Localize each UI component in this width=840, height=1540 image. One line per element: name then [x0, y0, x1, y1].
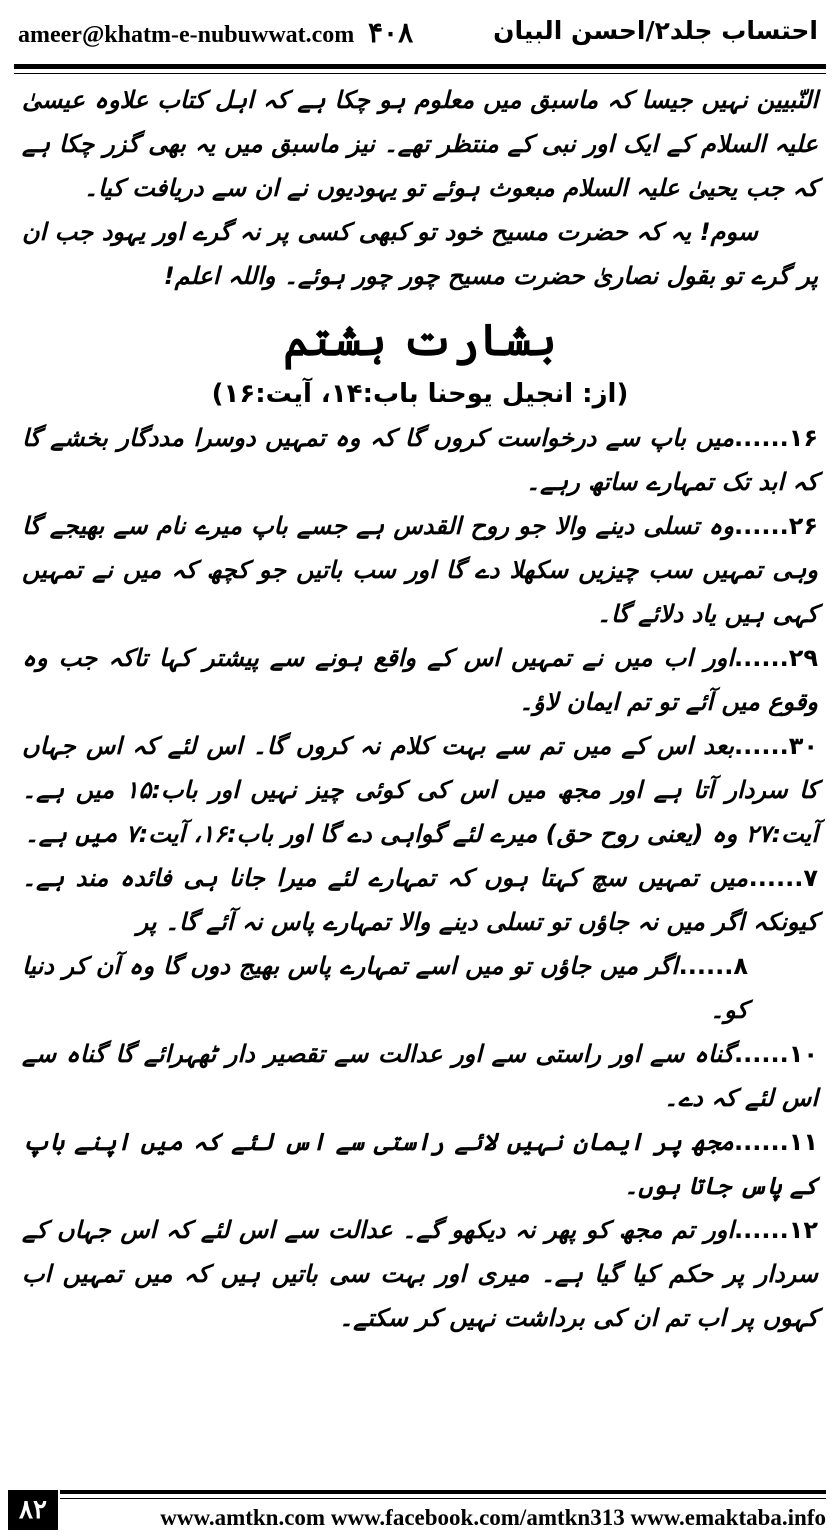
header-email: ameer@khatm-e-nubuwwat.com: [18, 22, 355, 48]
verse-number: ۱۱......: [734, 1128, 818, 1156]
verse-item: [22, 1208, 818, 1340]
verse-number: ۱۲......: [734, 1216, 818, 1244]
book-title: احتساب جلد۲/احسن البیان: [493, 16, 818, 45]
paragraph-continuation: النّبیین نہیں جیسا کہ ماسبق میں معلوم ہو چکا ہے کہ اہل کتاب علاوہ عیسیٰ علیہ السلام کے ایک اور نبی کے منتظر تھے۔ نیز ماسبق میں یہ بھی گزر چکا ہے کہ جب یحییٰ علیہ السلام مبعوث ہوئے تو یہودیوں نے ان سے دریافت کیا۔: [22, 86, 818, 202]
section-heading: بشارت ہشتم: [283, 315, 557, 366]
verse-item: [22, 856, 818, 944]
footer-links: www.amtkn.com www.facebook.com/amtkn313 www.emaktaba.info: [160, 1505, 826, 1530]
verse-item: [22, 1120, 818, 1208]
verse-item: [22, 944, 818, 1032]
verse-number: ۱۶......: [734, 424, 818, 452]
verse-text: اگر میں جاؤں تو میں اسے تمہارے پاس بھیج دوں گا وہ آن کر دنیا کو۔: [22, 952, 748, 1024]
verse-item: [22, 504, 818, 636]
verse-item: [22, 724, 818, 856]
verse-text: گناہ سے اور راستی سے اور عدالت سے تقصیر دار ٹھہرائے گا گناہ سے اس لئے کہ دے۔: [22, 1040, 818, 1112]
verse-item: [22, 636, 818, 724]
verse-number: ۱۰......: [734, 1040, 818, 1068]
verse-number: ۲۶......: [734, 512, 818, 540]
verse-text: مجھ پر ایمان نہیں لائے راستی سے اس لئے کہ میں اپنے باپ کے پاس جاتا ہوں۔: [22, 1128, 818, 1200]
section-reference: (از: انجیل یوحنا باب:۱۴، آیت:۱۶): [211, 379, 629, 409]
verse-text: بعد اس کے میں تم سے بہت کلام نہ کروں گا۔ اس لئے کہ اس جہاں کا سردار آتا ہے اور مجھ میں اس کی کوئی چیز نہیں اور باب:۱۵ میں ہے۔ آیت:۲۷ وہ (یعنی روح حق) میرے لئے گواہی دے گا اور باب:۱۶، آیت:۷ میں ہے۔: [22, 732, 818, 848]
verse-text: میں تمہیں سچ کہتا ہوں کہ تمہارے لئے میرا جانا ہی فائدہ مند ہے۔ کیونکہ اگر میں نہ جاؤں تو تسلی دینے والا تمہارے پاس نہ آئے گا۔ پر: [22, 864, 818, 936]
verse-number: ۳۰......: [734, 732, 818, 760]
page-number: ۴۰۸: [368, 16, 414, 49]
verse-text: میں باپ سے درخواست کروں گا کہ وہ تمہیں دوسرا مددگار بخشے گا کہ ابد تک تمہارے ساتھ رہے۔: [22, 424, 818, 496]
verse-text: اور تم مجھ کو پھر نہ دیکھو گے۔ عدالت سے اس لئے کہ اس جہاں کے سردار پر حکم کیا گیا ہے۔ میری اور بہت سی باتیں ہیں کہ میں تمہیں اب کہوں پر اب تم ان کی برداشت نہیں کر سکتے۔: [22, 1216, 818, 1332]
verse-item: [22, 416, 818, 504]
header-rule: [14, 64, 826, 69]
footer-rule-thin: [60, 1498, 826, 1499]
header-rule-thin: [14, 73, 826, 74]
verse-text: اور اب میں نے تمہیں اس کے واقع ہونے سے پیشتر کہا تاکہ جب وہ وقوع میں آئے تو تم ایمان لاؤ۔: [22, 644, 818, 716]
verse-number: ۷......: [748, 864, 818, 892]
sheet-number-badge: ۸۲: [8, 1490, 58, 1530]
paragraph-third-point: سوم! یہ کہ حضرت مسیح خود تو کبھی کسی پر نہ گرے اور یہود جب ان پر گرے تو بقول نصاریٰ حضرت مسیح چور چور ہوئے۔ واللہ اعلم!: [22, 218, 818, 290]
footer-rule: [60, 1490, 826, 1494]
verse-number: ۸......: [678, 952, 748, 980]
verse-text: وہ تسلی دینے والا جو روح القدس ہے جسے باپ میرے نام سے بھیجے گا وہی تمہیں سب چیزیں سکھلا دے گا اور سب باتیں جو کچھ کہ میں نے تمہیں کہی ہیں یاد دلائے گا۔: [22, 512, 818, 628]
verse-number: ۲۹......: [734, 644, 818, 672]
page-body: [22, 78, 818, 1340]
verse-item: [22, 1032, 818, 1120]
